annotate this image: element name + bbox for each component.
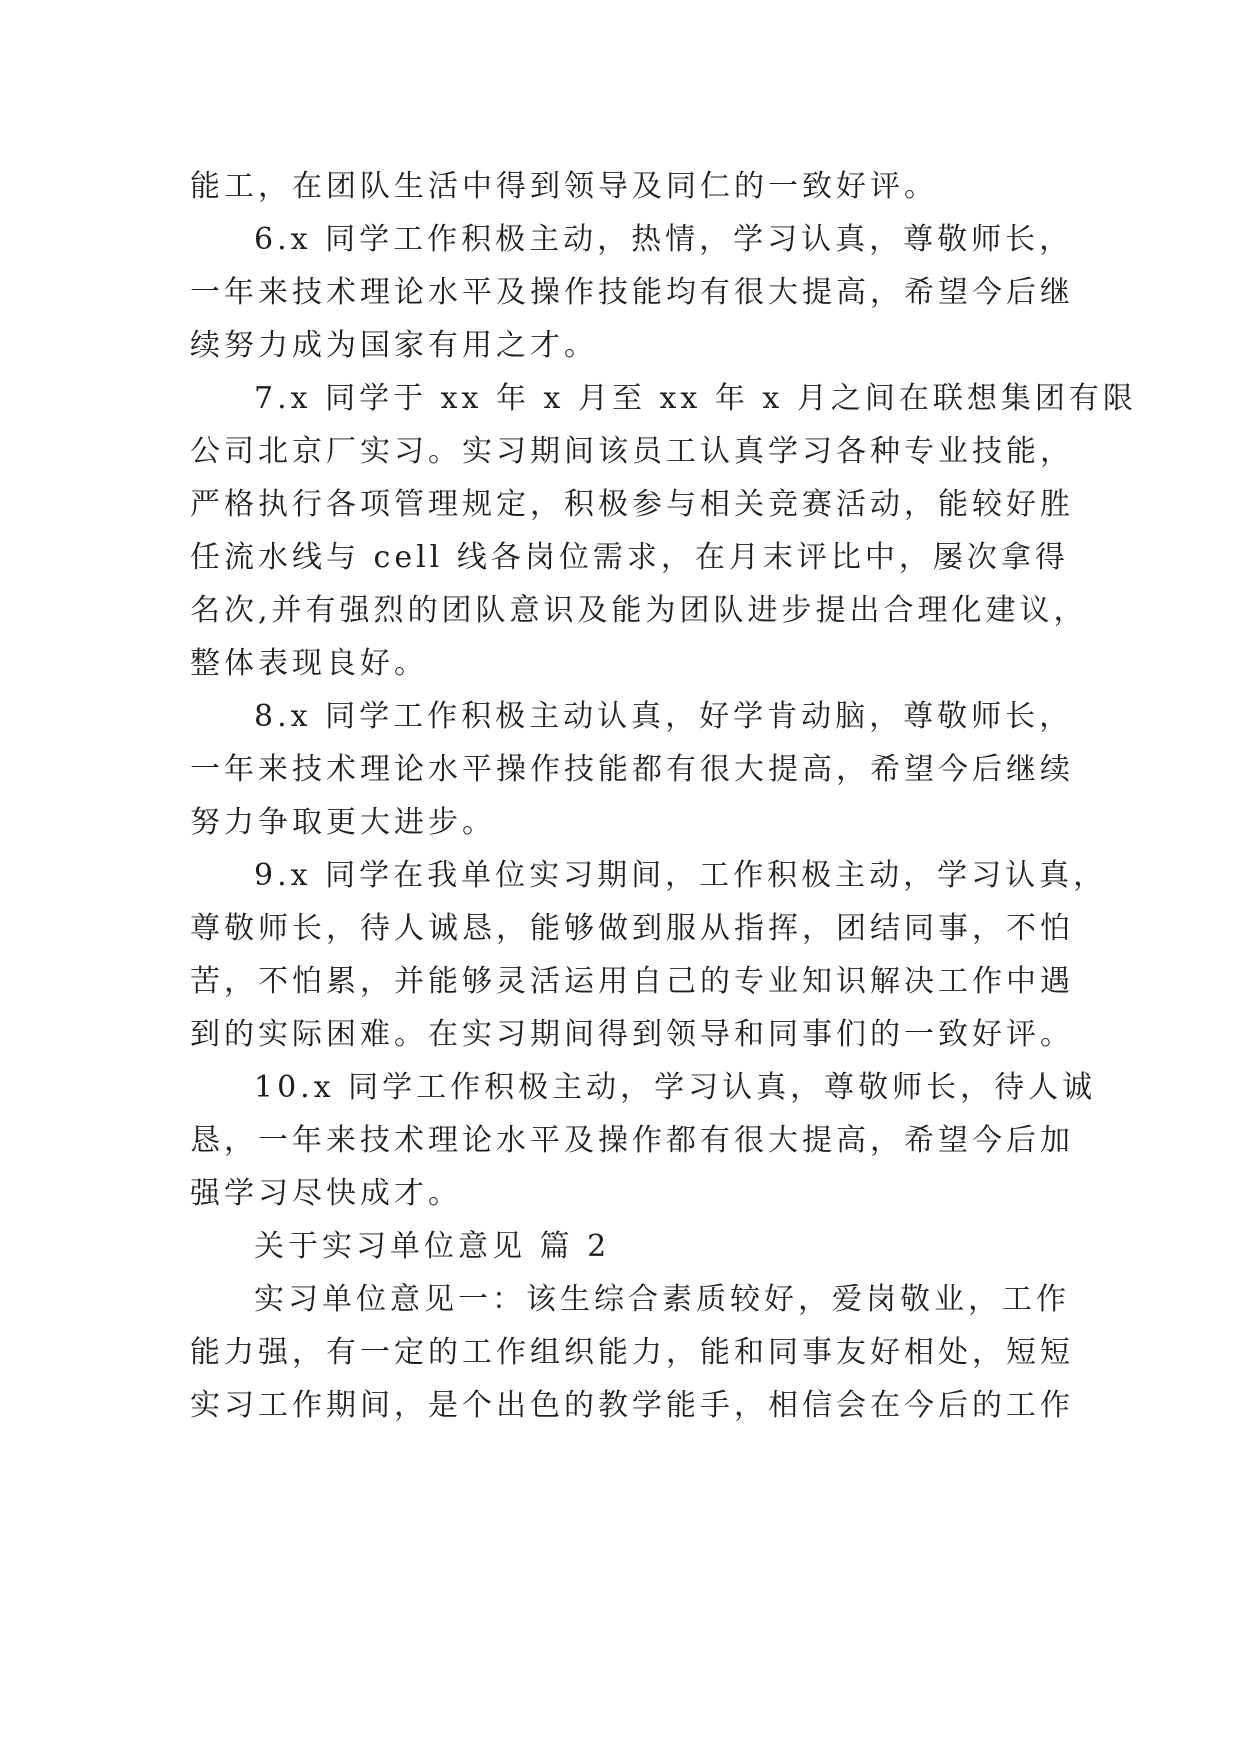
- text-line: 一年来技术理论水平操作技能都有很大提高，希望今后继续: [190, 752, 1074, 787]
- text-line: 6.x 同学工作积极主动，热情，学习认真，尊敬师长，: [254, 222, 1074, 257]
- text-line: 任流水线与 cell 线各岗位需求，在月末评比中，屡次拿得: [190, 540, 1069, 575]
- section-heading: 关于实习单位意见 篇 2: [254, 1229, 611, 1264]
- text-line: 尊敬师长，待人诚恳，能够做到服从指挥，团结同事，不怕: [190, 911, 1074, 946]
- text-line: 整体表现良好。: [190, 646, 428, 681]
- text-line: 强学习尽快成才。: [190, 1176, 462, 1211]
- text-line: 能工，在团队生活中得到领导及同仁的一致好评。: [190, 169, 938, 204]
- text-line: 恳，一年来技术理论水平及操作都有很大提高，希望今后加: [190, 1123, 1074, 1158]
- text-line: 8.x 同学工作积极主动认真，好学肯动脑，尊敬师长，: [254, 699, 1074, 734]
- text-line: 9.x 同学在我单位实习期间，工作积极主动，学习认真，: [254, 858, 1108, 893]
- text-line: 一年来技术理论水平及操作技能均有很大提高，希望今后继: [190, 275, 1074, 310]
- text-line: 苦，不怕累，并能够灵活运用自己的专业知识解决工作中遇: [190, 964, 1074, 999]
- text-line: 实习单位意见一：该生综合素质较好，爱岗敬业，工作: [254, 1282, 1070, 1317]
- text-line: 努力争取更大进步。: [190, 805, 496, 840]
- text-line: 实习工作期间，是个出色的教学能手，相信会在今后的工作: [190, 1388, 1074, 1423]
- text-line: 续努力成为国家有用之才。: [190, 328, 598, 363]
- text-line: 7.x 同学于 xx 年 x 月至 xx 年 x 月之间在联想集团有限: [254, 381, 1137, 416]
- text-line: 到的实际困难。在实习期间得到领导和同事们的一致好评。: [190, 1017, 1074, 1052]
- text-line: 公司北京厂实习。实习期间该员工认真学习各种专业技能，: [190, 434, 1074, 469]
- text-line: 能力强，有一定的工作组织能力，能和同事友好相处，短短: [190, 1335, 1074, 1370]
- document-body: [190, 160, 1137, 1432]
- text-line: 10.x 同学工作积极主动，学习认真，尊敬师长，待人诚: [254, 1070, 1097, 1105]
- text-line: 名次,并有强烈的团队意识及能为团队进步提出合理化建议，: [190, 593, 1088, 628]
- text-line: 严格执行各项管理规定，积极参与相关竞赛活动，能较好胜: [190, 487, 1074, 522]
